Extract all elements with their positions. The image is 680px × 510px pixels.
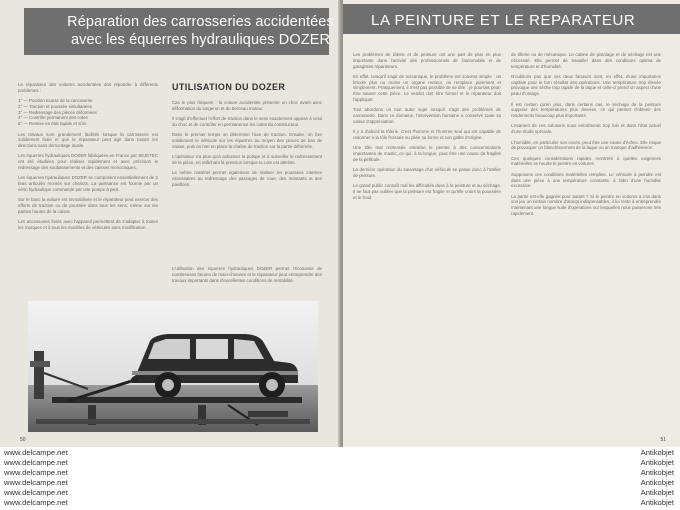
watermark-line: www.delcampe.net — [4, 468, 68, 477]
paragraph: Tout abordons un tout autre sujet lorsqu'il s'agit des problèmes de carrosserie. Dans ce domaine, l'intervention humaine a conservé toute sa valeur d'appréciation. — [353, 107, 501, 124]
left-column-2 — [172, 100, 322, 192]
section-heading: UTILISATION DU DOZER — [172, 82, 286, 92]
watermark-line: www.delcampe.net — [4, 498, 68, 507]
watermark-line: Antikobjet — [640, 468, 674, 477]
watermark-line: Antikobjet — [640, 448, 674, 457]
car-on-dozer-photo — [28, 301, 318, 432]
intro-paragraph: Le réparateur des voitures accidentées doit répondre à différents problèmes : — [18, 82, 158, 93]
paragraph: Le même matériel permet également de réaliser les poussées internes nécessaires au redressage des passages de roue, des montants et des pavillons. — [172, 170, 322, 187]
watermark-left — [4, 448, 68, 508]
watermark-line: www.delcampe.net — [4, 488, 68, 497]
watermark-right — [641, 448, 674, 508]
paragraph: Dans le premier temps on détermine l'axe de traction. Ensuite, on fixe solidement le véhicule sur les équerres au moyen des pinces de bas de caisse, puis on met en place la chaîne de traction sur la partie déformée. — [172, 132, 322, 149]
right-column-2 — [511, 52, 661, 221]
list-item: 4° — Contrôle permanent des cotes — [18, 115, 88, 121]
paragraph: Le grand public connaît mal les difficultés dues à la peinture et au séchage. Il ne faut pas oublier que la peinture est fragile et qu'elle craint la poussière et le froid. — [353, 183, 501, 200]
paragraph: de tôlerie ou de mécanique. La cabine de pistolage et de séchage est une nécessité. Elle permet de travailler dans des conditions optima de température et d'humidité. — [511, 52, 661, 69]
photo-caption: L'utilisation des équerres hydrauliques DOZER permet l'économie de nombreuses heures de main-d'oeuvre et le réparateur peut entreprendre des travaux importants dans d'excellentes conditions de rentabilité. — [172, 266, 322, 283]
paragraph: Les accessoires livrés avec l'appareil permettent de s'adapter à toutes les marques et à tous les modèles de véhicules sans modification. — [18, 219, 158, 230]
header-line-1: Réparation des carrosseries accidentées — [67, 14, 334, 30]
paragraph: Il est certain qu'en plus, dans certains cas, le séchage de la peinture suppose des températures plus élevées, ce qui permet d'obtenir des rendements beaucoup plus importants. — [511, 101, 661, 119]
right-column-1 — [353, 52, 501, 205]
paragraph: Il y a d'abord la tôlerie. C'est l'homme et l'homme seul qui est capable de redonner à la tôle froissée ou pliée sa forme et son galbe d'origine. — [353, 129, 501, 141]
paragraph: En effet, lorsqu'il s'agit de mécanique, le problème est souvent simple : on bricole plus ou moins un organe moteur, on remplace purement et simplement. Pratiquement, il n'est pas possible de se dire : je pourrais peut-être sauver cette pièce. Le verdict doit être formel et le réparateur doit l'appliquer. — [353, 73, 501, 103]
watermark-line: Antikobjet — [640, 478, 674, 487]
list-item: 1° — Position exacte de la carrosserie — [18, 98, 93, 104]
right-page — [343, 0, 680, 447]
watermark-line: Antikobjet — [640, 458, 674, 467]
left-column-1 — [18, 82, 158, 235]
paragraph: La dernière opération du sauvetage d'un véhicule se passe donc à l'atelier de peinture. — [353, 167, 501, 179]
paragraph: Les travaux sont grandement facilités lorsque la carrosserie est solidement fixée et que le réparateur peut agir dans toutes les directions sans démontage inutile. — [18, 131, 158, 149]
paragraph: La partie est-elle gagnée pour autant ? Si le peintre en voitures a mis dans son jeu un certain nombre d'atouts indispensables, il lui reste à entreprendre maintenant une longue suite d'opérations sur lesquelles nous passerons très rapidement. — [511, 193, 661, 217]
right-page-header — [343, 4, 680, 34]
watermark-line: Antikobjet — [640, 498, 674, 507]
paragraph: Une tôle mal redressée entraîne le peintre à des consommations importantes de mastic, ce qui, à la longue, peut être une cause de fragilité de la pellicule. — [353, 145, 501, 162]
watermark-line: www.delcampe.net — [4, 458, 68, 467]
list-item: 3° — Redressage des pièces déformées — [18, 109, 97, 115]
right-header-title: LA PEINTURE ET LE REPARATEUR — [371, 12, 636, 29]
paragraph: L'opérateur n'a plus qu'à actionner la pompe et à surveiller le redressement de la pièce, en relâchant la pression lorsque la cote est atteinte. — [172, 154, 322, 165]
page-number-right: 51 — [660, 437, 666, 443]
paragraph: Supposons ces conditions matérielles remplies. Le véhicule à peindre est dans une pièce à une température constante, à l'abri d'une humidité excessive. — [511, 171, 661, 189]
left-page-header — [24, 8, 334, 55]
paragraph: L'humidité, en particulier son excès, peut être une cause d'échec. Elle risque de provoquer un blanchissement de la laque ou un manque d'adhérence. — [511, 139, 661, 151]
watermark-line: www.delcampe.net — [4, 448, 68, 457]
page-number-left: 50 — [20, 437, 26, 443]
list-item: 2° — Traction et poussée simultanées — [18, 103, 92, 109]
paragraph: Les problèmes de tôlerie et de peinture ont une part de plus en plus importante dans l'activité des professionnels de l'automobile et de garagistes réparateurs. — [353, 52, 501, 69]
watermark-line: Antikobjet — [640, 488, 674, 497]
header-line-2: avec les équerres hydrauliques DOZER — [70, 32, 331, 48]
paragraph: Cas le plus fréquent : la voiture accidentée présente un choc avant avec déformation du longeron et du berceau moteur. — [172, 100, 322, 111]
left-page — [0, 0, 341, 447]
paragraph: Les équerres hydrauliques DOZER fabriquées en France par SEJETEC ont été étudiées pour réaliser rapidement et avec précision le redressage des soubassements et des caisses monocoques. — [18, 153, 158, 171]
paragraph: Sur le banc la voiture est immobilisée et le réparateur peut exercer des efforts de traction ou de poussée dans tous les sens, même sur les parties hautes de la caisse. — [18, 197, 158, 214]
paragraph: Il s'agit d'effectuer l'effort de traction dans le sens exactement opposé à celui du choc et de contrôler en permanence les cotes du constructeur. — [172, 116, 322, 127]
requirements-list — [18, 98, 158, 127]
paragraph: Les équerres hydrauliques DOZER se composent essentiellement de 2 bras articulés montés sur chariots. La puissance est fournie par un vérin hydraulique commandé par une pompe à pied. — [18, 175, 158, 192]
paragraph: N'oublions pas que ces deux facteurs sont, en effet, d'une importance capitale pour le bon résultat des opérations. Une température trop élevée provoque une sèche trop rapide de la laque et celle-ci prend un aspect d'une peau d'orange. — [511, 73, 661, 97]
paragraph: L'examen de ces solutions nous entraînerait trop loin et dans l'état actuel d'une étude spéciale. — [511, 123, 661, 135]
list-item: 5° — Remise en état rapide et sûre — [18, 121, 87, 127]
watermark-line: www.delcampe.net — [4, 478, 68, 487]
paragraph: Ces quelques considérations rapides montrent à quelles exigences matérielles se heurte le peintre en voitures. — [511, 155, 661, 167]
